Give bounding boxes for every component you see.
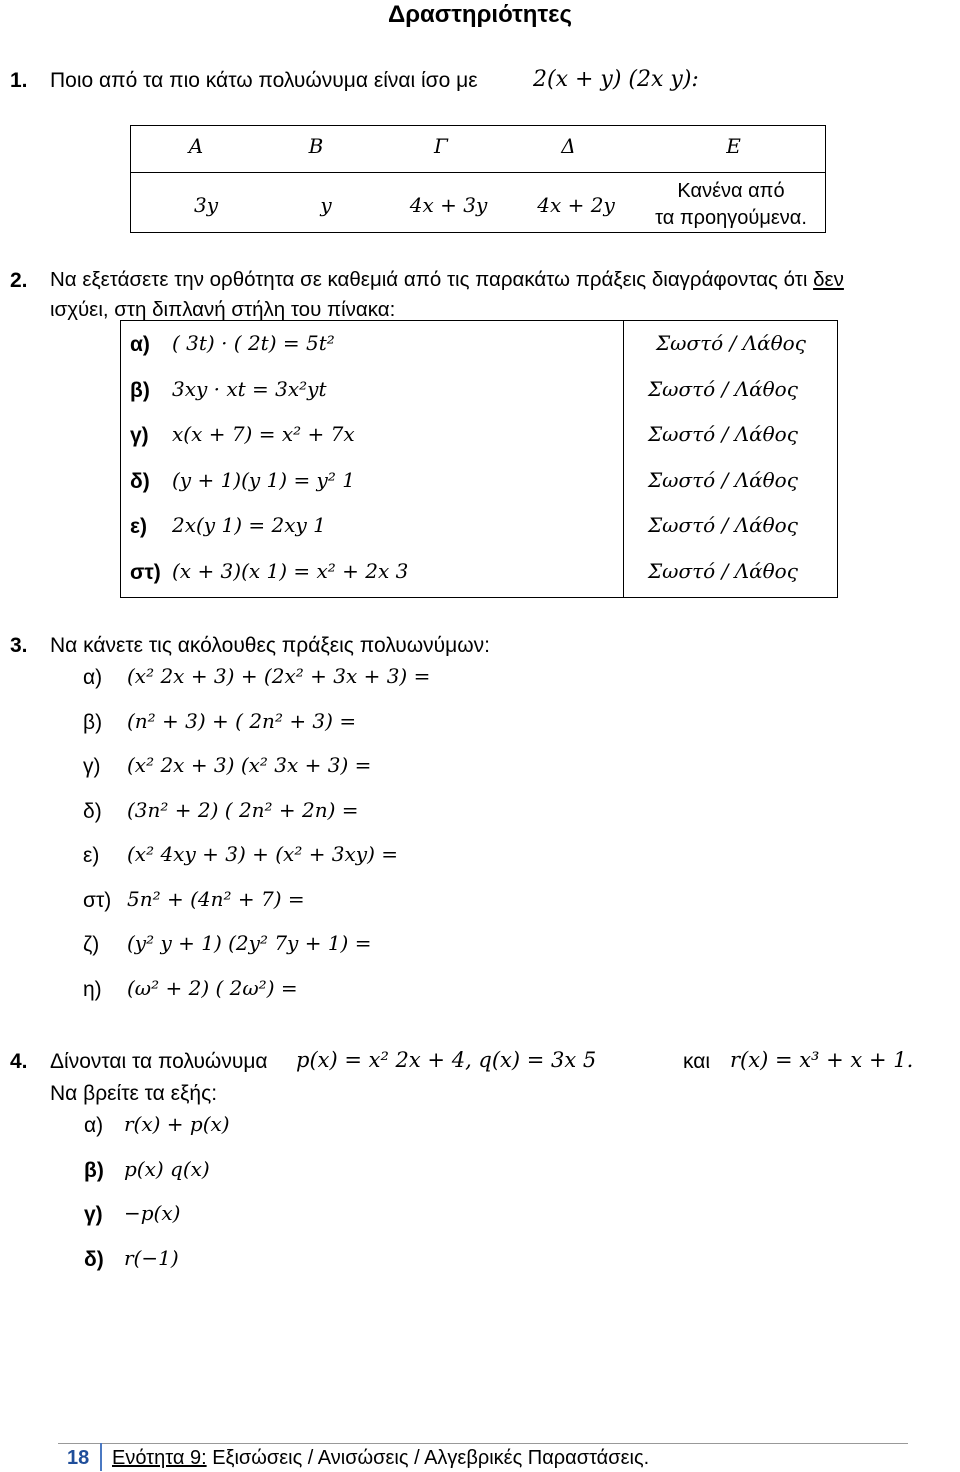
- option-d-header: Δ: [561, 134, 576, 158]
- q4-item-label: δ): [84, 1247, 104, 1271]
- q2-row-label: α): [130, 333, 150, 356]
- q3-item-expression: (𝑥² 4𝑥𝑦 + 3) + (𝑥² + 3𝑥𝑦) =: [127, 842, 399, 866]
- q4-item-label: α): [84, 1114, 104, 1137]
- q3-item-expression: (𝑥² 2𝑥 + 3) (𝑥² 3𝑥 + 3) =: [127, 753, 372, 777]
- q2-line2: ισχύει, στη διπλανή στήλη του πίνακα:: [50, 298, 396, 321]
- footer-unit: [112, 1447, 649, 1469]
- q1-number: 1.: [10, 69, 28, 92]
- q2-row-answer[interactable]: 𝛴𝜔𝜎𝜏ό / 𝛬ά𝜃𝜊𝜍: [656, 331, 806, 355]
- q4-text: Δίνονται τα πολυώνυμα: [50, 1050, 268, 1073]
- q3-text: Να κάνετε τις ακόλουθες πράξεις πολυωνύμων:: [50, 634, 490, 657]
- q3-number: 3.: [10, 634, 28, 657]
- q3-item-expression: (𝜔² + 2) ( 2𝜔²) =: [127, 975, 298, 1000]
- q3-item-label: β): [83, 710, 103, 734]
- q1-options-table: [130, 125, 826, 233]
- q2-line1: [50, 269, 844, 292]
- q2-underlined-word: δεν: [813, 268, 844, 291]
- q3-item-label: η): [83, 977, 102, 1001]
- q2-row-answer[interactable]: 𝛴𝜔𝜎𝜏ό / 𝛬ά𝜃𝜊𝜍: [648, 422, 798, 446]
- option-b-value: 𝑦: [320, 193, 332, 217]
- option-a-value: 3𝑦: [193, 193, 219, 217]
- q1-text: Ποιο από τα πιο κάτω πολυώνυμα είναι ίσο με: [50, 69, 478, 92]
- option-c-header: Γ: [434, 134, 448, 158]
- q3-item-expression: (𝑛² + 3) + ( 2𝑛² + 3) =: [127, 708, 357, 733]
- page-title: Δραστηριότητες: [387, 1, 573, 28]
- q4-item-label: β): [84, 1158, 104, 1182]
- q2-table: [120, 320, 838, 598]
- q2-row-label: δ): [130, 469, 150, 493]
- q4-item-expression: 𝑟(𝑥) + 𝑝(𝑥): [124, 1112, 230, 1136]
- q4-line2: Να βρείτε τα εξής:: [50, 1082, 218, 1105]
- q3-item-label: στ): [83, 888, 112, 912]
- q4-item-expression: −𝑝(𝑥): [124, 1201, 181, 1225]
- q1-expression: 2(𝑥 + 𝑦) (2𝑥 𝑦):: [533, 67, 699, 92]
- option-e-line1: Κανένα από: [677, 180, 785, 202]
- option-b-header: Β: [308, 134, 324, 158]
- option-e-header: Ε: [726, 134, 741, 158]
- q4-and: και: [683, 1050, 711, 1073]
- q3-item-label: ζ): [83, 933, 100, 956]
- q2-row-expression: (𝑦 + 1)(𝑦 1) = 𝑦² 1: [172, 467, 355, 492]
- option-d-value: 4𝑥 + 2𝑦: [537, 193, 615, 217]
- option-e-line2: τα προηγούμενα.: [655, 207, 807, 229]
- q2-number: 2.: [10, 269, 28, 292]
- q4-number: 4.: [10, 1050, 28, 1073]
- option-e-value: [636, 178, 826, 232]
- q2-row-answer[interactable]: 𝛴𝜔𝜎𝜏ό / 𝛬ά𝜃𝜊𝜍: [648, 467, 798, 492]
- option-a-header: Α: [188, 134, 204, 158]
- q3-item-label: α): [83, 666, 103, 689]
- q4-item-label: γ): [84, 1203, 103, 1226]
- q3-item-expression: 5𝑛² + (4𝑛² + 7) =: [127, 886, 305, 911]
- option-c-value: 4𝑥 + 3𝑦: [409, 193, 488, 217]
- footer-unit-link[interactable]: Ενότητα 9:: [112, 1447, 207, 1469]
- q2-row-expression: ( 3𝑡) · ( 2𝑡) = 5𝑡²: [172, 331, 335, 355]
- q3-item-label: δ): [83, 799, 102, 823]
- q2-row-expression: 2𝑥(𝑦 1) = 2𝑥𝑦 1: [172, 513, 326, 537]
- q3-item-expression: (𝑥² 2𝑥 + 3) + (2𝑥² + 3𝑥 + 3) =: [127, 664, 431, 688]
- q2-row-expression: 𝑥(𝑥 + 7) = 𝑥² + 7𝑥: [172, 422, 355, 446]
- q4-item-expression: 𝑝(𝑥) 𝑞(𝑥): [124, 1156, 210, 1181]
- q3-item-expression: (3𝑛² + 2) ( 2𝑛² + 2𝑛) =: [127, 797, 359, 822]
- q3-item-label: γ): [83, 755, 101, 778]
- q3-item-expression: (𝑦² 𝑦 + 1) (2𝑦² 7𝑦 + 1) =: [127, 931, 372, 955]
- q2-row-answer[interactable]: 𝛴𝜔𝜎𝜏ό / 𝛬ά𝜃𝜊𝜍: [648, 376, 798, 401]
- q3-item-label: ε): [83, 844, 100, 867]
- q2-line1-text: Να εξετάσετε την ορθότητα σε καθεμιά από τις παρακάτω πράξεις διαγράφοντας ότι: [50, 268, 808, 291]
- q4-expr2: 𝑟(𝑥) = 𝑥³ + 𝑥 + 1.: [730, 1048, 914, 1072]
- page-number: 18: [67, 1447, 90, 1469]
- q2-row-label: β): [130, 378, 150, 402]
- footer-divider: [58, 1443, 908, 1444]
- q2-row-expression: (𝑥 + 3)(𝑥 1) = 𝑥² + 2𝑥 3: [172, 558, 409, 583]
- q4-expr1: 𝑝(𝑥) = 𝑥² 2𝑥 + 4, 𝑞(𝑥) = 3𝑥 5: [296, 1048, 597, 1072]
- q2-row-expression: 3𝑥𝑦 · 𝑥𝑡 = 3𝑥²𝑦𝑡: [172, 376, 327, 401]
- q2-row-label: ε): [130, 515, 147, 538]
- q2-row-answer[interactable]: 𝛴𝜔𝜎𝜏ό / 𝛬ά𝜃𝜊𝜍: [648, 558, 798, 583]
- q2-row-label: γ): [130, 424, 149, 447]
- q2-row-answer[interactable]: 𝛴𝜔𝜎𝜏ό / 𝛬ά𝜃𝜊𝜍: [648, 513, 798, 537]
- q4-item-expression: 𝑟(−1): [124, 1245, 179, 1270]
- footer-unit-text: Εξισώσεις / Ανισώσεις / Αλγεβρικές Παραστάσεις.: [212, 1447, 650, 1469]
- q2-row-label: στ): [130, 560, 161, 584]
